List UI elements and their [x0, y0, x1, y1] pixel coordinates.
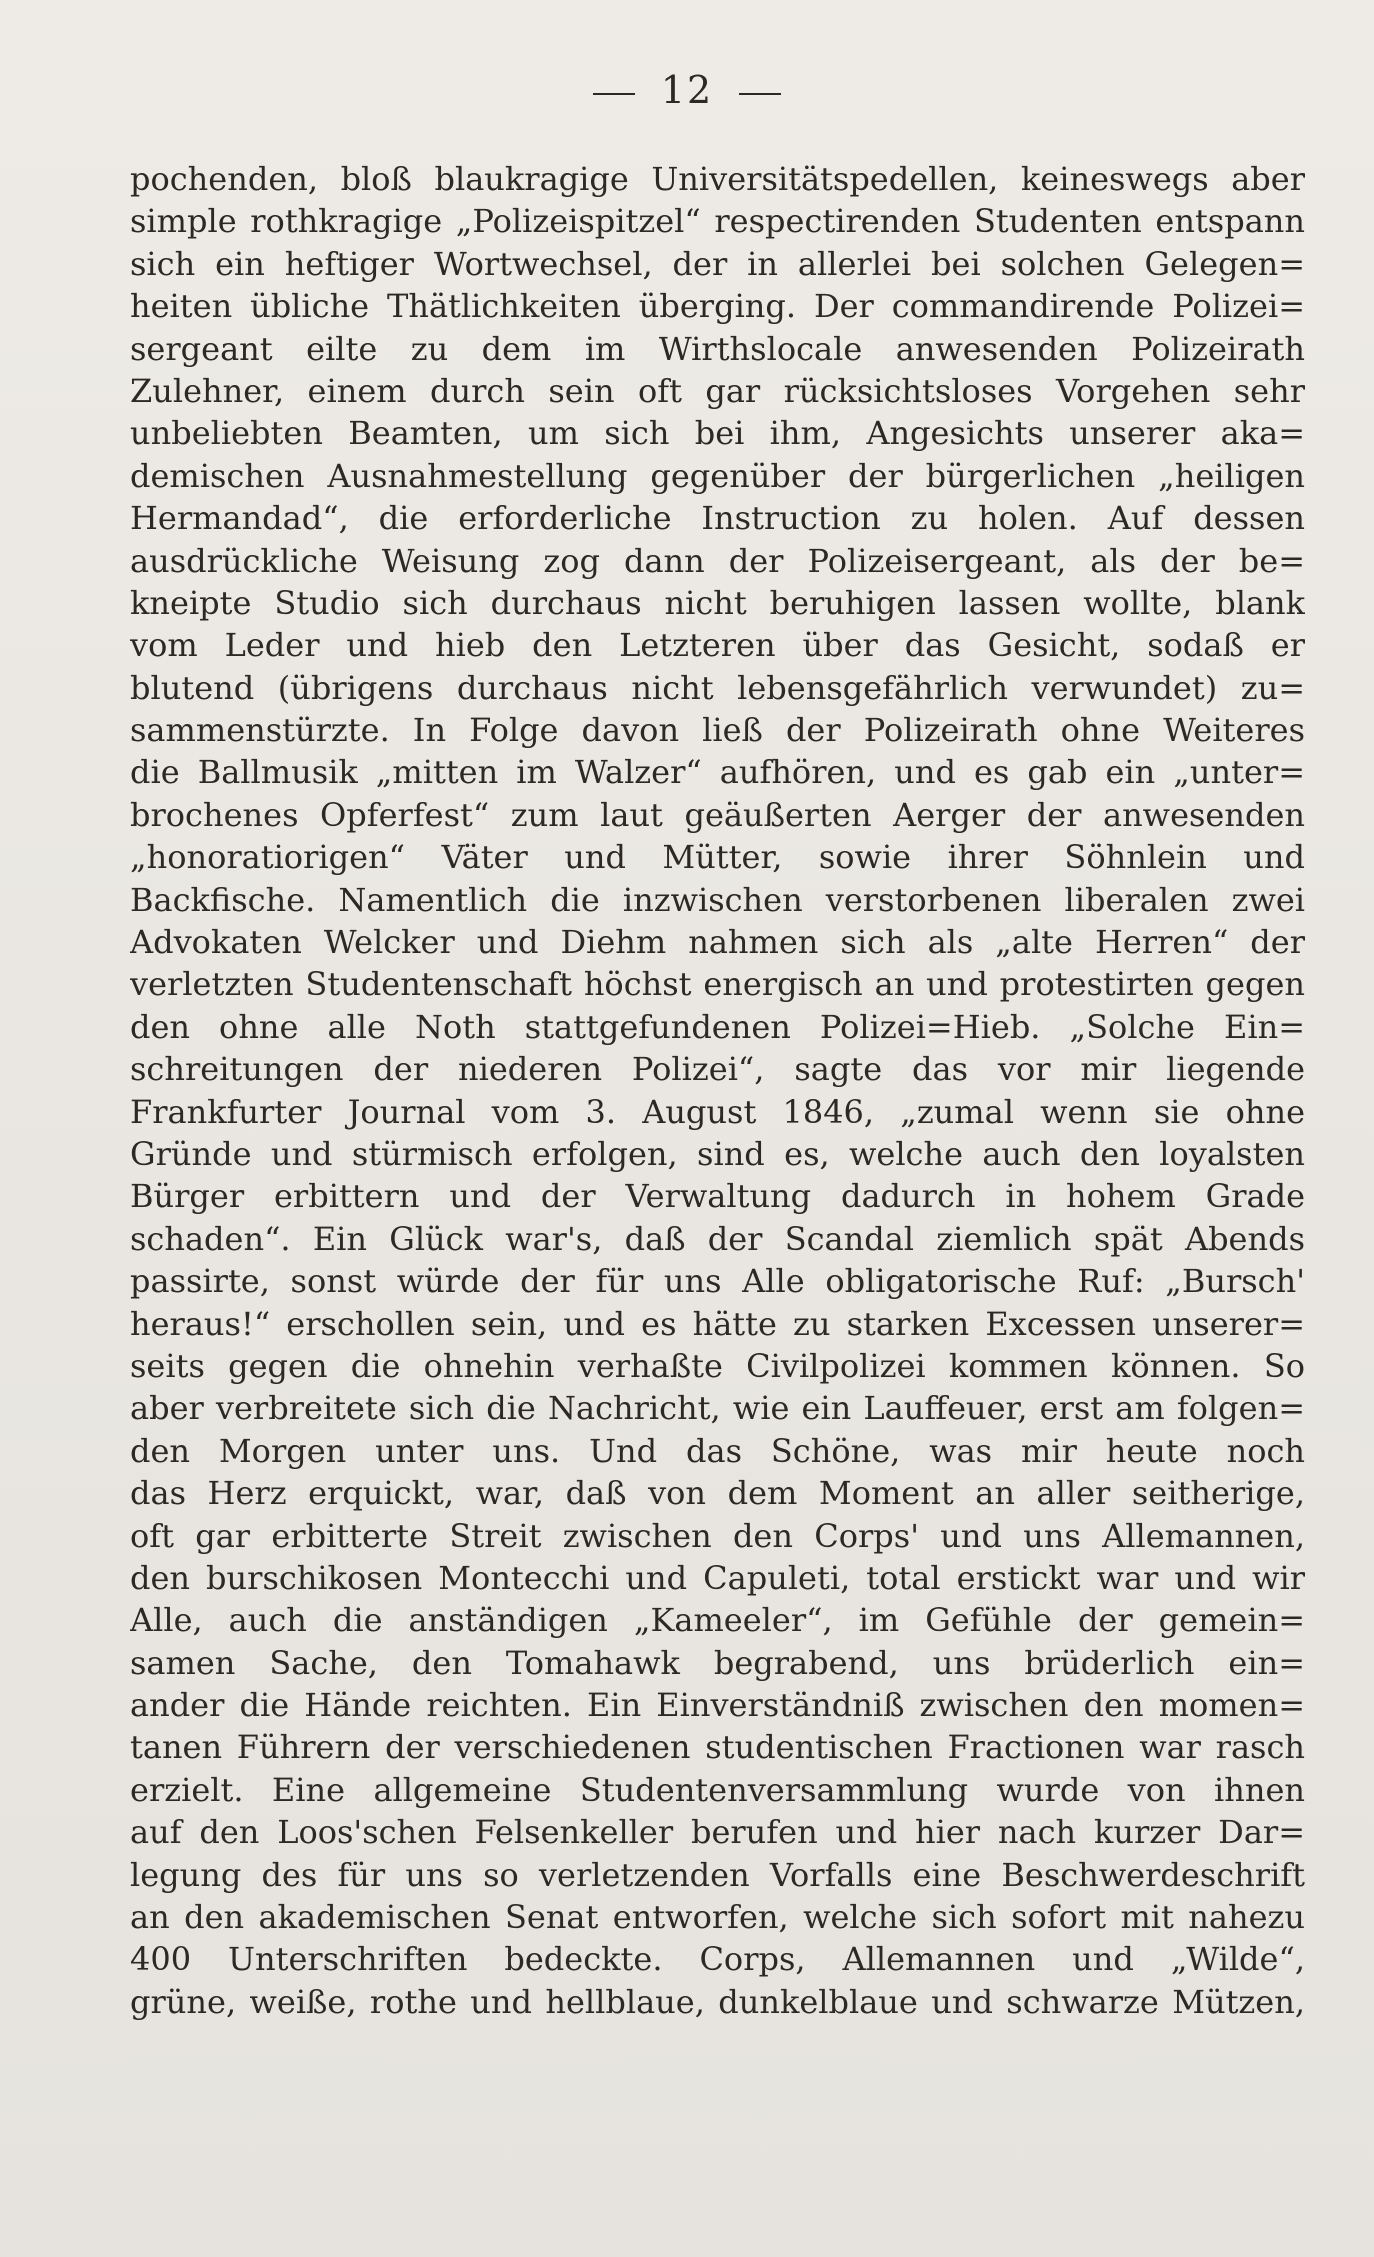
text-line: grüne, weiße, rothe und hellblaue, dunkelblaue und schwarze Mützen,	[130, 1982, 1305, 2021]
text-line: sich ein heftiger Wortwechsel, der in allerlei bei solchen Gelegen=	[130, 244, 1305, 283]
text-line: tanen Führern der verschiedenen studentischen Fractionen war rasch	[130, 1728, 1305, 1767]
text-line: demischen Ausnahmestellung gegenüber der bürgerlichen „heiligen	[130, 456, 1305, 495]
text-line: auf den Loos'schen Felsenkeller berufen und hier nach kurzer Dar=	[130, 1813, 1305, 1852]
text-line: die Ballmusik „mitten im Walzer“ aufhören, und es gab ein „unter=	[130, 753, 1305, 792]
text-line: pochenden, bloß blaukragige Universitätspedellen, keineswegs aber	[130, 160, 1305, 198]
text-line: oft gar erbitterte Streit zwischen den Corps' und uns Allemannen,	[130, 1516, 1305, 1555]
text-line: vom Leder und hieb den Letzteren über das Gesicht, sodaß er	[130, 626, 1305, 665]
page-number: 12	[660, 68, 714, 112]
text-line: sergeant eilte zu dem im Wirthslocale anwesenden Polizeirath	[130, 329, 1305, 368]
text-line: sammenstürzte. In Folge davon ließ der Polizeirath ohne Weiteres	[130, 711, 1305, 750]
text-line: Bürger erbittern und der Verwaltung dadurch in hohem Grade	[130, 1177, 1305, 1216]
text-line: heiten übliche Thätlichkeiten überging. Der commandirende Polizei=	[130, 287, 1305, 326]
text-line: passirte, sonst würde der für uns Alle obligatorische Ruf: „Bursch'	[130, 1262, 1305, 1301]
text-line: das Herz erquickt, war, daß von dem Moment an aller seitherige,	[130, 1474, 1305, 1513]
text-line: blutend (übrigens durchaus nicht lebensgefährlich verwundet) zu=	[130, 668, 1305, 707]
text-line: an den akademischen Senat entworfen, welche sich sofort mit nahezu	[130, 1898, 1305, 1937]
header-dash-left	[593, 93, 635, 95]
page-header	[0, 60, 1374, 120]
header-dash-right	[739, 93, 781, 95]
text-line: verletzten Studentenschaft höchst energisch an und protestirten gegen	[130, 965, 1305, 1004]
text-line: erzielt. Eine allgemeine Studentenversammlung wurde von ihnen	[130, 1770, 1305, 1809]
text-line: schreitungen der niederen Polizei“, sagte das vor mir liegende	[130, 1050, 1305, 1089]
text-line: ander die Hände reichten. Ein Einverständniß zwischen den momen=	[130, 1686, 1305, 1725]
text-line: Alle, auch die anständigen „Kameeler“, im Gefühle der gemein=	[130, 1601, 1305, 1640]
text-line: Frankfurter Journal vom 3. August 1846, „zumal wenn sie ohne	[130, 1092, 1305, 1131]
text-line: Backfische. Namentlich die inzwischen verstorbenen liberalen zwei	[130, 880, 1305, 919]
text-line: den ohne alle Noth stattgefundenen Polizei=Hieb. „Solche Ein=	[130, 1007, 1305, 1046]
text-line: legung des für uns so verletzenden Vorfalls eine Beschwerdeschrift	[130, 1855, 1305, 1894]
text-line: Gründe und stürmisch erfolgen, sind es, welche auch den loyalsten	[130, 1134, 1305, 1173]
text-line: seits gegen die ohnehin verhaßte Civilpolizei kommen können. So	[130, 1346, 1305, 1385]
text-line: kneipte Studio sich durchaus nicht beruhigen lassen wollte, blank	[130, 583, 1305, 622]
text-line: den Morgen unter uns. Und das Schöne, was mir heute noch	[130, 1431, 1305, 1470]
text-line: den burschikosen Montecchi und Capuleti, total erstickt war und wir	[130, 1558, 1305, 1597]
text-line: Hermandad“, die erforderliche Instruction zu holen. Auf dessen	[130, 499, 1305, 538]
text-line: „honoratiorigen“ Väter und Mütter, sowie ihrer Söhnlein und	[130, 838, 1305, 877]
text-line: 400 Unterschriften bedeckte. Corps, Allemannen und „Wilde“,	[130, 1940, 1305, 1979]
text-line: brochenes Opferfest“ zum laut geäußerten Aerger der anwesenden	[130, 795, 1305, 834]
text-line: aber verbreitete sich die Nachricht, wie ein Lauffeuer, erst am folgen=	[130, 1389, 1305, 1428]
text-line: simple rothkragige „Polizeispitzel“ respectirenden Studenten entspann	[130, 202, 1305, 241]
text-line: samen Sache, den Tomahawk begrabend, uns brüderlich ein=	[130, 1643, 1305, 1682]
page-body-text	[130, 158, 1305, 2023]
text-line: heraus!“ erschollen sein, und es hätte zu starken Excessen unserer=	[130, 1304, 1305, 1343]
text-line: Advokaten Welcker und Diehm nahmen sich als „alte Herren“ der	[130, 923, 1305, 962]
text-line: ausdrückliche Weisung zog dann der Polizeisergeant, als der be=	[130, 541, 1305, 580]
text-line: unbeliebten Beamten, um sich bei ihm, Angesichts unserer aka=	[130, 414, 1305, 453]
text-line: Zulehner, einem durch sein oft gar rücksichtsloses Vorgehen sehr	[130, 371, 1305, 410]
text-line: schaden“. Ein Glück war's, daß der Scandal ziemlich spät Abends	[130, 1219, 1305, 1258]
